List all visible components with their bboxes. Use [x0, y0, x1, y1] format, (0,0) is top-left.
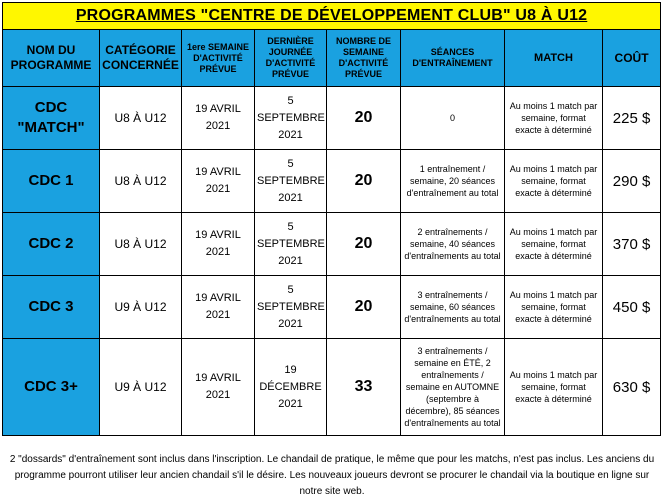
cell-fin[interactable]: 5 SEPTEMBRE 2021	[255, 213, 327, 276]
cell-nom[interactable]: CDC "MATCH"	[3, 87, 100, 150]
cell-debut[interactable]: 19 AVRIL 2021	[182, 213, 255, 276]
cell-categorie[interactable]: U8 À U12	[100, 213, 182, 276]
cell-debut[interactable]: 19 AVRIL 2021	[182, 339, 255, 436]
table-row	[3, 276, 661, 339]
cell-cout[interactable]: 225 $	[603, 87, 661, 150]
cell-categorie[interactable]: U9 À U12	[100, 276, 182, 339]
cell-fin[interactable]: 19 DÉCEMBRE 2021	[255, 339, 327, 436]
table-row	[3, 339, 661, 436]
cell-debut[interactable]: 19 AVRIL 2021	[182, 87, 255, 150]
cell-cout[interactable]: 450 $	[603, 276, 661, 339]
cell-fin[interactable]: 5 SEPTEMBRE 2021	[255, 276, 327, 339]
cell-nom[interactable]: CDC 2	[3, 213, 100, 276]
cell-match[interactable]: Au moins 1 match par semaine, format exacte à déterminé	[505, 339, 603, 436]
cell-cout[interactable]: 290 $	[603, 150, 661, 213]
header-nombre-semaines[interactable]: NOMBRE DE SEMAINE D'ACTIVITÉ PRÉVUE	[327, 30, 401, 87]
cell-categorie[interactable]: U8 À U12	[100, 150, 182, 213]
cell-semaines[interactable]: 20	[327, 213, 401, 276]
cell-match[interactable]: Au moins 1 match par semaine, format exacte à déterminé	[505, 276, 603, 339]
header-row	[3, 30, 661, 87]
cell-cout[interactable]: 630 $	[603, 339, 661, 436]
cell-match[interactable]: Au moins 1 match par semaine, format exacte à déterminé	[505, 87, 603, 150]
table-row	[3, 150, 661, 213]
cell-semaines[interactable]: 20	[327, 276, 401, 339]
cell-categorie[interactable]: U9 À U12	[100, 339, 182, 436]
cell-nom[interactable]: CDC 1	[3, 150, 100, 213]
header-match[interactable]: MATCH	[505, 30, 603, 87]
header-nom[interactable]: NOM DU PROGRAMME	[3, 30, 100, 87]
header-categorie[interactable]: CATÉGORIE CONCERNÉE	[100, 30, 182, 87]
header-premiere-semaine[interactable]: 1ere SEMAINE D'ACTIVITÉ PRÉVUE	[182, 30, 255, 87]
cell-seances[interactable]: 3 entraînements / semaine, 60 séances d'entraînements au total	[401, 276, 505, 339]
cell-fin[interactable]: 5 SEPTEMBRE 2021	[255, 87, 327, 150]
cell-cout[interactable]: 370 $	[603, 213, 661, 276]
cell-seances[interactable]: 2 entraînements / semaine, 40 séances d'entraînements au total	[401, 213, 505, 276]
header-derniere-journee[interactable]: DERNIÈRE JOURNÉE D'ACTIVITÉ PRÉVUE	[255, 30, 327, 87]
cell-match[interactable]: Au moins 1 match par semaine, format exacte à déterminé	[505, 213, 603, 276]
cell-fin[interactable]: 5 SEPTEMBRE 2021	[255, 150, 327, 213]
cell-seances[interactable]: 0	[401, 87, 505, 150]
cell-categorie[interactable]: U8 À U12	[100, 87, 182, 150]
cell-nom[interactable]: CDC 3+	[3, 339, 100, 436]
table-title[interactable]: PROGRAMMES "CENTRE DE DÉVELOPPEMENT CLUB" U8 À U12	[3, 3, 661, 30]
cell-semaines[interactable]: 33	[327, 339, 401, 436]
cell-debut[interactable]: 19 AVRIL 2021	[182, 150, 255, 213]
header-cout[interactable]: COÛT	[603, 30, 661, 87]
cell-semaines[interactable]: 20	[327, 150, 401, 213]
cell-debut[interactable]: 19 AVRIL 2021	[182, 276, 255, 339]
table-row	[3, 87, 661, 150]
cell-match[interactable]: Au moins 1 match par semaine, format exacte à déterminé	[505, 150, 603, 213]
table-row	[3, 213, 661, 276]
footnote-text[interactable]: 2 "dossards" d'entraînement sont inclus dans l'inscription. Le chandail de pratique, le même que pour les matchs, n'est pas inclus. Les anciens du programme pourront utiliser leur ancien chandail s'il le désire. Les nouveaux joueurs devront se procurer le chandail via la boutique en ligne sur notre site web.	[9, 454, 655, 497]
cell-semaines[interactable]: 20	[327, 87, 401, 150]
programs-table	[2, 2, 661, 436]
cell-seances[interactable]: 3 entraînements / semaine en ÉTÉ, 2 entraînements / semaine en AUTOMNE (septembre à décembre), 85 séances d'entraînements au total	[401, 339, 505, 436]
cell-seances[interactable]: 1 entraînement / semaine, 20 séances d'entraînement au total	[401, 150, 505, 213]
cell-nom[interactable]: CDC 3	[3, 276, 100, 339]
header-seances[interactable]: SÉANCES D'ENTRAÎNEMENT	[401, 30, 505, 87]
